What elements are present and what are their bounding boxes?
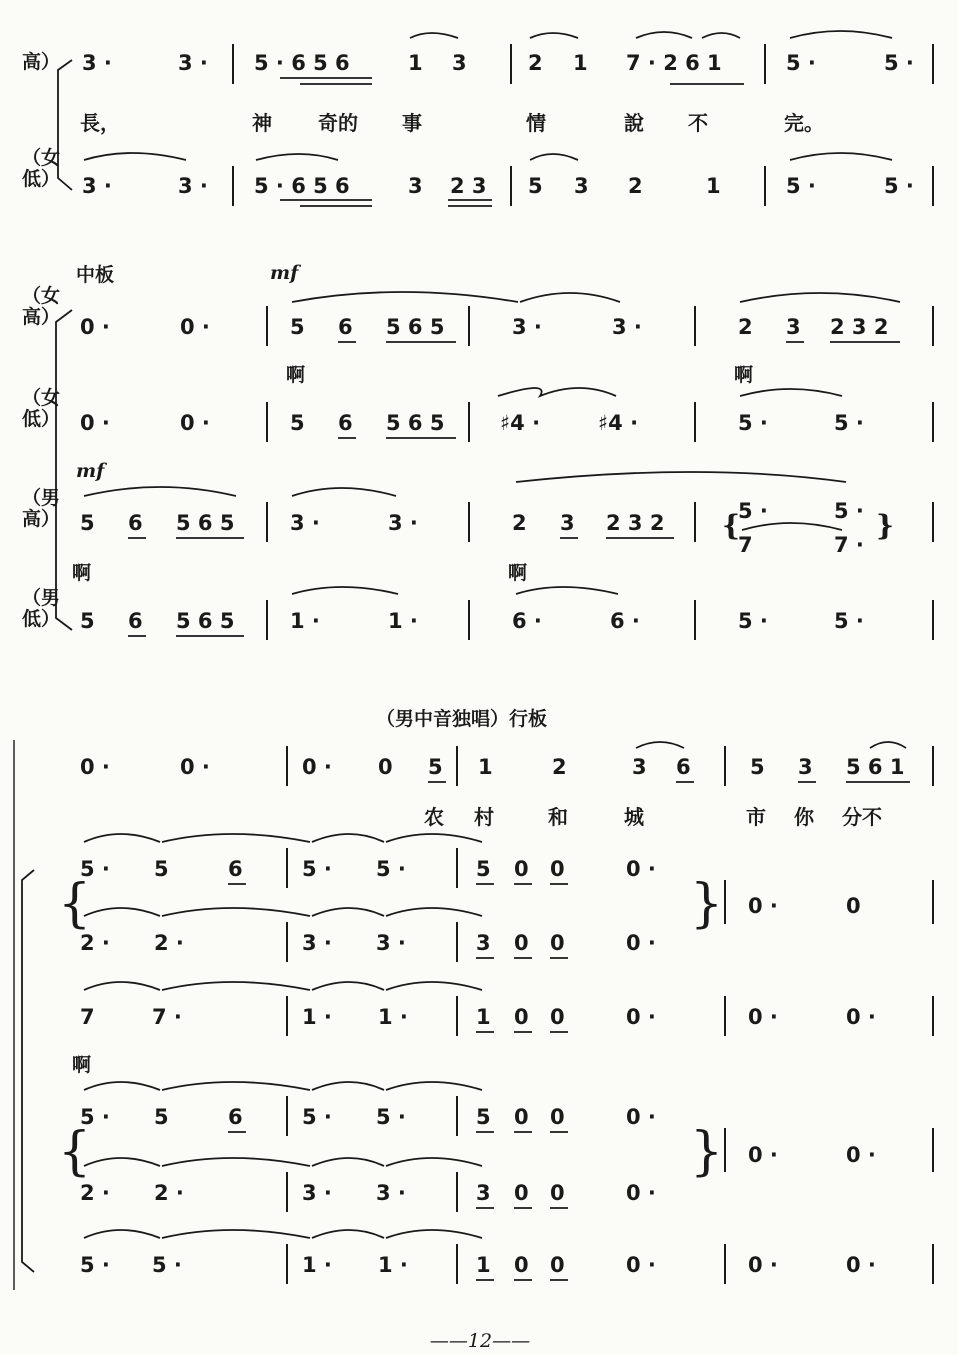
- tempo-marking: 中板: [76, 264, 115, 286]
- note: 0 ·: [748, 894, 778, 918]
- note: 1 ·: [378, 1253, 408, 1277]
- note: 3 ·: [302, 931, 332, 955]
- note: 1 ·: [290, 609, 320, 633]
- lyric-ah: 啊: [508, 562, 528, 584]
- note: 1: [706, 174, 721, 198]
- lyric: 和: [548, 805, 568, 829]
- note: 6 ·: [610, 609, 640, 633]
- note: 2 3: [450, 174, 487, 198]
- note: 0: [550, 1105, 565, 1129]
- note: 5 ·: [834, 609, 864, 633]
- note: 6: [676, 755, 691, 779]
- voice-label-alto: （女低）: [22, 147, 61, 190]
- note: 0 ·: [846, 1005, 876, 1029]
- note: 3: [798, 755, 813, 779]
- lyric: 市: [746, 805, 766, 829]
- note: 0: [550, 931, 565, 955]
- note: 5 · 6 5 6: [254, 51, 350, 75]
- note: 2 ·: [154, 1181, 184, 1205]
- note: 1: [573, 51, 588, 75]
- note: 5 ·: [884, 51, 914, 75]
- note: 0: [846, 894, 861, 918]
- lyric: 說: [624, 111, 644, 135]
- note: 1: [476, 1253, 491, 1277]
- note: 5: [428, 755, 443, 779]
- note: 0 ·: [846, 1253, 876, 1277]
- note: 3 ·: [376, 1181, 406, 1205]
- note: 5: [80, 511, 95, 535]
- brace-right: }: [690, 874, 724, 934]
- note: 0 ·: [626, 1005, 656, 1029]
- note: 1: [478, 755, 493, 779]
- lyric-ah: 啊: [734, 364, 754, 386]
- note: 5 ·: [152, 1253, 182, 1277]
- lyric: 你: [794, 805, 814, 829]
- note: 2: [512, 511, 527, 535]
- note: 5 · 6 5 6: [254, 174, 350, 198]
- voice-label-soprano: （女高）: [22, 285, 61, 328]
- lyric: 情: [526, 111, 546, 135]
- note: 7 ·: [834, 533, 864, 557]
- voice-label-alto: （女低）: [22, 387, 61, 430]
- note: 2: [528, 51, 543, 75]
- note: 3 ·: [290, 511, 320, 535]
- note: 0 ·: [626, 931, 656, 955]
- brace-left: {: [722, 509, 741, 542]
- note: 3 ·: [512, 315, 542, 339]
- note: 0: [514, 1181, 529, 1205]
- note: 5 6 5: [176, 511, 235, 535]
- lyric: 分不: [842, 805, 882, 829]
- note: 3: [452, 51, 467, 75]
- note: 5: [80, 609, 95, 633]
- lyric: 長，: [80, 111, 120, 135]
- note: ♯4 ·: [500, 411, 541, 435]
- note: 2 ·: [80, 931, 110, 955]
- voice-label-tenor: （男高）: [22, 487, 61, 530]
- note: 5 ·: [786, 51, 816, 75]
- note: 6: [128, 511, 143, 535]
- brace-right: }: [690, 1122, 724, 1182]
- note: 5 ·: [80, 857, 110, 881]
- note: 0 ·: [626, 857, 656, 881]
- note: 5 ·: [834, 411, 864, 435]
- lyric: 完。: [784, 111, 824, 135]
- note: 0 ·: [302, 755, 332, 779]
- lyric: 城: [624, 805, 644, 829]
- note: 0 ·: [748, 1253, 778, 1277]
- note: 7 ·: [152, 1005, 182, 1029]
- note: 0: [550, 1005, 565, 1029]
- note: ♯4 ·: [598, 411, 639, 435]
- note: 3 ·: [612, 315, 642, 339]
- note: 0: [514, 931, 529, 955]
- note: 2: [628, 174, 643, 198]
- note: 0 ·: [180, 755, 210, 779]
- note: 3: [476, 931, 491, 955]
- lyric-ah: 啊: [72, 562, 92, 584]
- note: 1 ·: [302, 1253, 332, 1277]
- lyric-ah: 啊: [286, 364, 306, 386]
- note: 3 ·: [178, 51, 208, 75]
- note: 5: [528, 174, 543, 198]
- note: 0 ·: [80, 315, 110, 339]
- note: 5: [154, 1105, 169, 1129]
- note: 5 ·: [376, 1105, 406, 1129]
- voice-label-soprano-partial: 高）: [22, 51, 61, 73]
- note: 6: [338, 411, 353, 435]
- note: 5 6 5: [386, 411, 445, 435]
- note: 6: [228, 857, 243, 881]
- note: 5: [476, 857, 491, 881]
- note: 5 ·: [738, 499, 768, 523]
- note: 3 ·: [178, 174, 208, 198]
- brace-left: {: [58, 874, 92, 934]
- page-number-value: 12: [467, 1330, 493, 1352]
- note: 3 ·: [82, 51, 112, 75]
- brace-right: }: [876, 509, 895, 542]
- voice-label-bass: （男低）: [22, 587, 61, 630]
- note: 3 ·: [376, 931, 406, 955]
- note: 0 ·: [846, 1143, 876, 1167]
- note: 5 ·: [376, 857, 406, 881]
- lyric: 不: [688, 111, 708, 135]
- note: 7: [80, 1005, 95, 1029]
- note: 5 6 5: [386, 315, 445, 339]
- note: 6: [338, 315, 353, 339]
- note: 3 ·: [82, 174, 112, 198]
- note: 5 6 5: [176, 609, 235, 633]
- note: 5 ·: [80, 1253, 110, 1277]
- note: 1: [408, 51, 423, 75]
- note: 0: [514, 1253, 529, 1277]
- lyric: 农: [424, 805, 444, 829]
- note: 5: [154, 857, 169, 881]
- note: 5 ·: [884, 174, 914, 198]
- note: 5 ·: [738, 411, 768, 435]
- note: 6: [228, 1105, 243, 1129]
- lyric-ah: 啊: [72, 1054, 92, 1076]
- note: 5 ·: [302, 857, 332, 881]
- note: 0 ·: [626, 1105, 656, 1129]
- note: 0: [514, 857, 529, 881]
- note: 2 ·: [154, 931, 184, 955]
- note: 1 ·: [302, 1005, 332, 1029]
- note: 0 ·: [626, 1253, 656, 1277]
- note: 2 3 2: [830, 315, 889, 339]
- note: 3 ·: [388, 511, 418, 535]
- dynamic-mf: mf: [270, 262, 299, 284]
- note: 3: [560, 511, 575, 535]
- note: 5 ·: [738, 609, 768, 633]
- note: 3: [786, 315, 801, 339]
- note: 3: [632, 755, 647, 779]
- note: 0 ·: [180, 411, 210, 435]
- lyric: 村: [474, 805, 494, 829]
- note: 5 ·: [302, 1105, 332, 1129]
- note: 0: [550, 857, 565, 881]
- lyric: 奇的: [318, 111, 358, 135]
- note: 1: [476, 1005, 491, 1029]
- note: 2: [738, 315, 753, 339]
- note: 1 ·: [388, 609, 418, 633]
- note: 3: [408, 174, 423, 198]
- lyric: 事: [402, 111, 422, 135]
- note: 5: [290, 411, 305, 435]
- note: 6 ·: [512, 609, 542, 633]
- note: 0 ·: [80, 755, 110, 779]
- note: 0 ·: [626, 1181, 656, 1205]
- lyric: 神: [252, 111, 272, 135]
- note: 5: [750, 755, 765, 779]
- note: 5 6 1: [846, 755, 905, 779]
- note: 5: [476, 1105, 491, 1129]
- note: 0: [550, 1181, 565, 1205]
- note: 3: [476, 1181, 491, 1205]
- note: 5 ·: [834, 499, 864, 523]
- note: 0: [514, 1005, 529, 1029]
- brace-left: {: [58, 1122, 92, 1182]
- note: 7 · 2 6 1: [626, 51, 722, 75]
- note: 0 ·: [748, 1143, 778, 1167]
- note: 0 ·: [80, 411, 110, 435]
- page-number: ——12——: [429, 1330, 531, 1352]
- note: 1 ·: [378, 1005, 408, 1029]
- note: 0 ·: [748, 1005, 778, 1029]
- note: 0: [514, 1105, 529, 1129]
- note: 5: [290, 315, 305, 339]
- note: 3 ·: [302, 1181, 332, 1205]
- note: 0: [550, 1253, 565, 1277]
- note: 2: [552, 755, 567, 779]
- note: 0 ·: [180, 315, 210, 339]
- note: 5 ·: [786, 174, 816, 198]
- solo-heading: （男中音独唱）行板: [376, 708, 548, 730]
- note: 2 ·: [80, 1181, 110, 1205]
- note: 7: [738, 533, 753, 557]
- note: 5 ·: [80, 1105, 110, 1129]
- note: 0: [378, 755, 393, 779]
- note: 2 3 2: [606, 511, 665, 535]
- note: 3: [574, 174, 589, 198]
- note: 6: [128, 609, 143, 633]
- dynamic-mf: mf: [76, 460, 105, 482]
